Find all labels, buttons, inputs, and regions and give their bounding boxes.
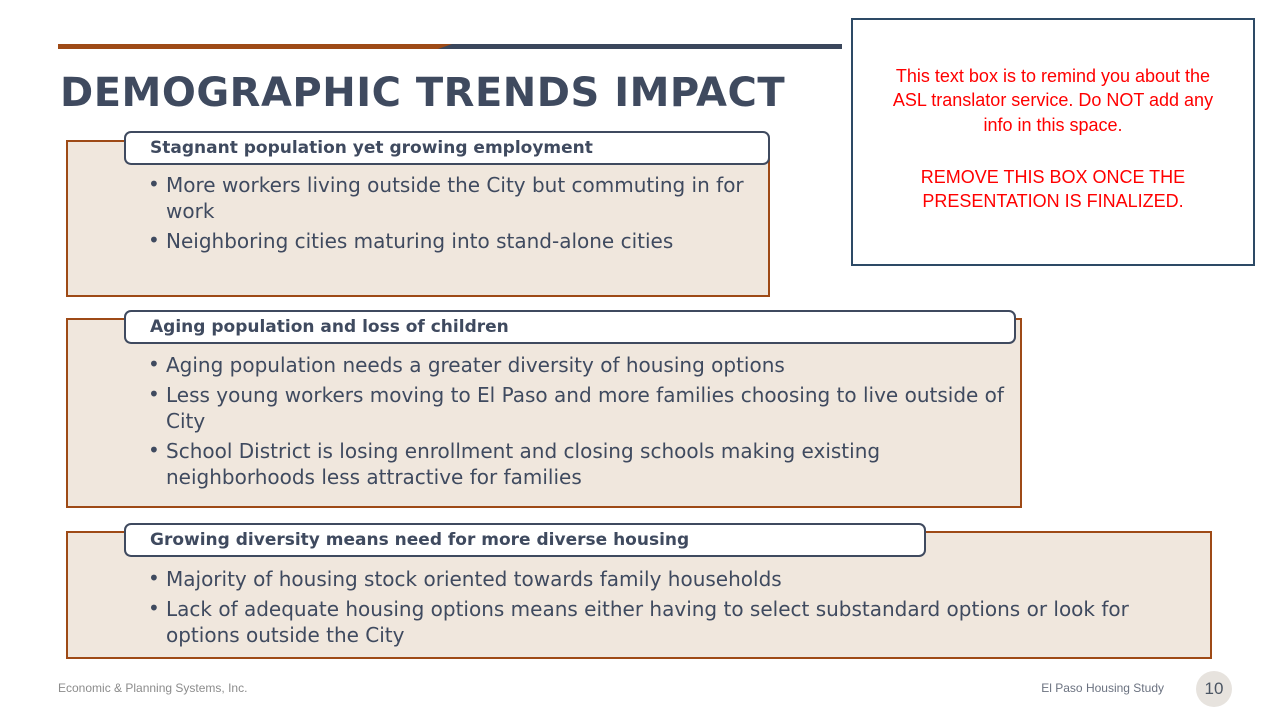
- block-2-header-label: Aging population and loss of children: [150, 317, 509, 337]
- page-number-badge: 10: [1196, 671, 1232, 707]
- block-1-header-label: Stagnant population yet growing employment: [150, 138, 593, 158]
- block-3-header-label: Growing diversity means need for more diverse housing: [150, 530, 690, 550]
- asl-reminder-textbox[interactable]: [851, 18, 1255, 266]
- list-item: • School District is losing enrollment and closing schools making existing neighborhoods less attractive for families: [148, 438, 1008, 490]
- list-item: • Neighboring cities maturing into stand-alone cities: [148, 228, 748, 254]
- footer-study-name: El Paso Housing Study: [1041, 681, 1164, 695]
- title-rule-left: [58, 44, 450, 49]
- block-2-header: [124, 310, 1016, 344]
- asl-reminder-paragraph-2: REMOVE THIS BOX ONCE THE PRESENTATION IS FINALIZED.: [920, 166, 1186, 212]
- block-3-header: [124, 523, 926, 557]
- list-item: • Lack of adequate housing options means either having to select substandard options or look for options outside the City: [148, 596, 1188, 648]
- block-1-header: [124, 131, 770, 165]
- list-item: • Less young workers moving to El Paso and more families choosing to live outside of City: [148, 382, 1008, 434]
- page-title: DEMOGRAPHIC TRENDS IMPACT: [60, 70, 786, 116]
- title-rule-right: [452, 44, 842, 49]
- block-2-bullets: [148, 352, 1008, 494]
- block-1-bullets: [148, 172, 748, 258]
- list-item: • More workers living outside the City but commuting in for work: [148, 172, 748, 224]
- block-3-bullets: [148, 566, 1188, 652]
- list-item: • Majority of housing stock oriented towards family households: [148, 566, 1188, 592]
- footer-company: Economic & Planning Systems, Inc.: [58, 681, 248, 695]
- list-item: • Aging population needs a greater diversity of housing options: [148, 352, 1008, 378]
- asl-reminder-paragraph-1: This text box is to remind you about the ASL translator service. Do NOT add any info in this space.: [892, 66, 1214, 135]
